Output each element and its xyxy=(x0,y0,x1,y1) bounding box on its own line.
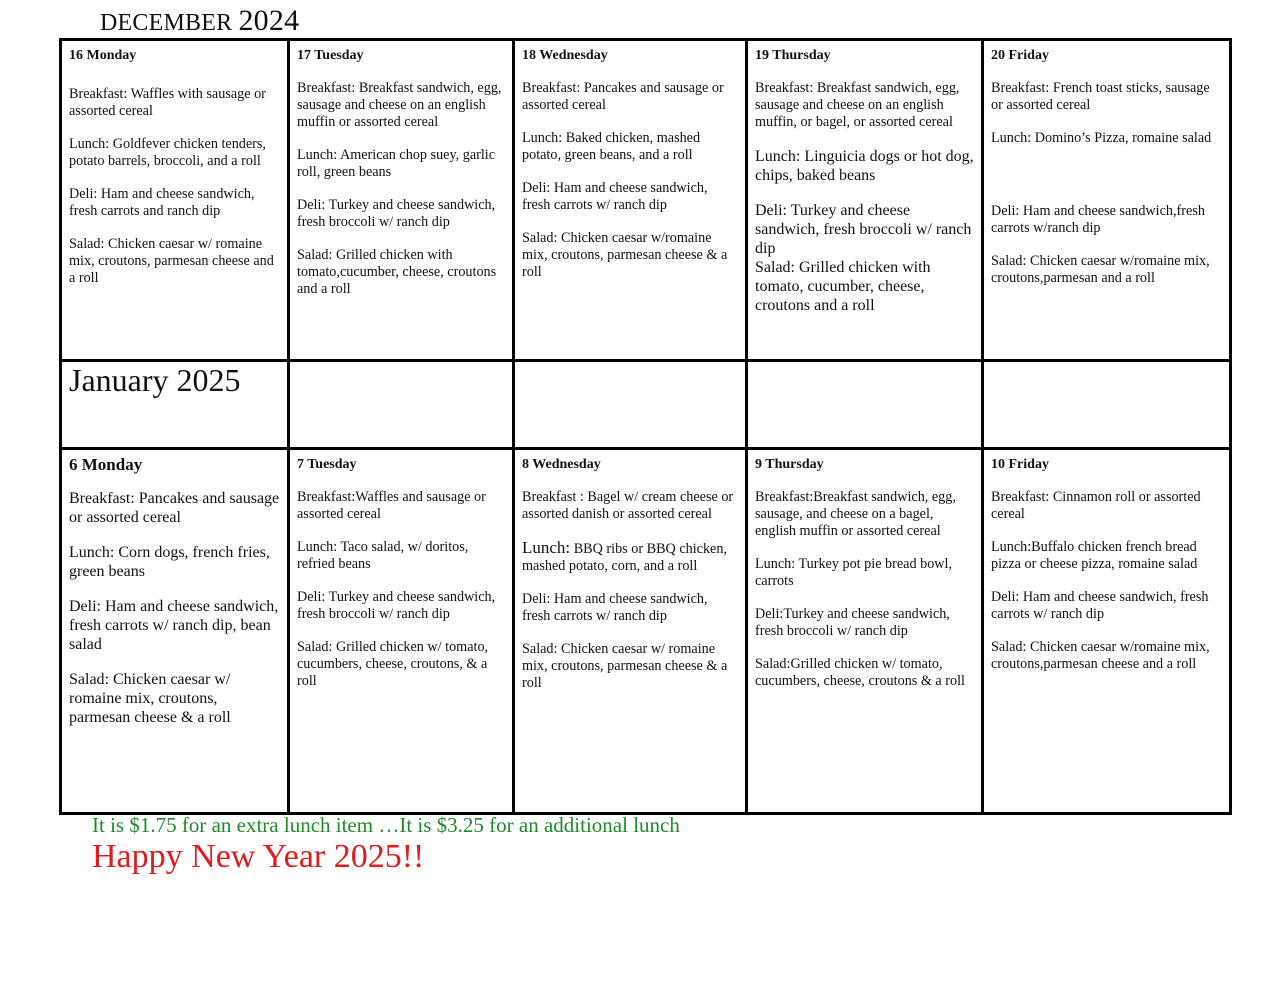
breakfast-item: Breakfast : Bagel w/ cream cheese or assorted danish or assorted cereal xyxy=(522,489,734,522)
month-divider-row xyxy=(61,361,1231,449)
lunch-item: Lunch: Baked chicken, mashed potato, green beans, and a roll xyxy=(522,130,701,163)
salad-item: Salad: Chicken caesar w/romaine mix, croutons,parmesan and a roll xyxy=(991,253,1210,286)
price-note: It is $1.75 for an extra lunch item …It is $3.25 for an additional lunch xyxy=(92,813,680,837)
deli-item: Deli: Ham and cheese sandwich, fresh carrots w/ ranch dip xyxy=(991,589,1209,622)
day-heading: 17 Tuesday xyxy=(297,48,364,63)
day-cell-dec-18 xyxy=(514,40,747,361)
lunch-item: Lunch: American chop suey, garlic roll, green beans xyxy=(297,147,496,180)
lunch-item: Lunch: Turkey pot pie bread bowl, carrots xyxy=(755,556,953,589)
breakfast-item: Breakfast: Breakfast sandwich, egg, sausage and cheese on an english muffin, or bagel, or assorted cereal xyxy=(755,80,960,130)
day-cell-jan-6 xyxy=(61,449,289,814)
breakfast-item: Breakfast: Cinnamon roll or assorted cereal xyxy=(991,489,1201,522)
deli-item: Deli: Turkey and cheese sandwich, fresh broccoli w/ ranch dip xyxy=(297,589,496,622)
title-year: 2024 xyxy=(238,4,300,37)
day-heading: 7 Tuesday xyxy=(297,457,357,472)
lunch-item: Lunch: Domino’s Pizza, romaine salad xyxy=(991,130,1212,146)
deli-item: Deli: Ham and cheese sandwich, fresh carrots w/ ranch dip xyxy=(522,591,708,624)
day-heading: 20 Friday xyxy=(991,48,1049,63)
day-cell-dec-20 xyxy=(983,40,1231,361)
lunch-item xyxy=(522,539,739,575)
salad-item: Salad: Chicken caesar w/ romaine mix, croutons, parmesan cheese and a roll xyxy=(69,236,274,286)
breakfast-item: Breakfast: Waffles with sausage or assorted cereal xyxy=(69,86,266,119)
empty-cell xyxy=(983,361,1231,449)
day-cell-dec-16 xyxy=(61,40,289,361)
deli-item: Deli: Ham and cheese sandwich,fresh carrots w/ranch dip xyxy=(991,203,1205,236)
deli-item: Deli: Ham and cheese sandwich, fresh carrots and ranch dip xyxy=(69,186,255,219)
week-row-december xyxy=(61,40,1231,361)
breakfast-item: Breakfast:Waffles and sausage or assorted cereal xyxy=(297,489,486,522)
salad-item: Salad: Chicken caesar w/ romaine mix, croutons, parmesan cheese & a roll xyxy=(522,641,728,691)
month-divider-cell xyxy=(61,361,289,449)
day-heading: 16 Monday xyxy=(69,48,137,63)
page-title xyxy=(100,4,299,38)
salad-item: Salad: Grilled chicken with tomato,cucumber, cheese, croutons and a roll xyxy=(297,247,497,297)
title-month: DECEMBER xyxy=(100,10,233,36)
lunch-item: Lunch: Corn dogs, french fries, green beans xyxy=(69,544,270,580)
salad-item: Salad:Grilled chicken w/ tomato, cucumbers, cheese, croutons & a roll xyxy=(755,656,965,689)
deli-item: Deli: Ham and cheese sandwich, fresh carrots w/ ranch dip, bean salad xyxy=(69,598,279,653)
deli-item: Deli: Ham and cheese sandwich, fresh carrots w/ ranch dip xyxy=(522,180,708,213)
breakfast-item: Breakfast: French toast sticks, sausage or assorted cereal xyxy=(991,80,1210,113)
day-cell-jan-7 xyxy=(289,449,514,814)
breakfast-item: Breakfast: Breakfast sandwich, egg, sausage and cheese on an english muffin or assorted cereal xyxy=(297,80,502,130)
day-cell-jan-9 xyxy=(747,449,983,814)
day-cell-jan-8 xyxy=(514,449,747,814)
day-heading: 18 Wednesday xyxy=(522,48,608,63)
new-year-greeting: Happy New Year 2025!! xyxy=(92,838,425,875)
empty-cell xyxy=(514,361,747,449)
lunch-label: Lunch: xyxy=(522,538,571,557)
week-row-january xyxy=(61,449,1231,814)
empty-cell xyxy=(289,361,514,449)
salad-item: Salad: Grilled chicken with tomato, cucumber, cheese, croutons and a roll xyxy=(755,259,931,314)
day-heading: 19 Thursday xyxy=(755,48,831,63)
lunch-item: Lunch: Taco salad, w/ doritos, refried beans xyxy=(297,539,469,572)
day-cell-dec-19 xyxy=(747,40,983,361)
day-cell-dec-17 xyxy=(289,40,514,361)
lunch-text: BBQ ribs or BBQ chicken, mashed potato, corn, and a roll xyxy=(522,541,727,574)
day-cell-jan-10 xyxy=(983,449,1231,814)
salad-item: Salad: Chicken caesar w/romaine mix, croutons, parmesan cheese & a roll xyxy=(522,230,728,280)
day-heading: 8 Wednesday xyxy=(522,457,601,472)
menu-calendar xyxy=(59,38,1232,815)
deli-item: Deli:Turkey and cheese sandwich, fresh broccoli w/ ranch dip xyxy=(755,606,950,639)
lunch-item: Lunch:Buffalo chicken french bread pizza or cheese pizza, romaine salad xyxy=(991,539,1198,572)
lunch-item: Lunch: Linguicia dogs or hot dog, chips, baked beans xyxy=(755,148,974,184)
empty-cell xyxy=(747,361,983,449)
day-heading: 10 Friday xyxy=(991,457,1049,472)
lunch-item: Lunch: Goldfever chicken tenders, potato barrels, broccoli, and a roll xyxy=(69,136,266,169)
deli-item: Deli: Turkey and cheese sandwich, fresh broccoli w/ ranch dip xyxy=(755,202,972,257)
month-divider-label: January 2025 xyxy=(69,362,241,398)
day-heading: 6 Monday xyxy=(69,455,143,474)
breakfast-item: Breakfast: Pancakes and sausage or assorted cereal xyxy=(522,80,724,113)
salad-item: Salad: Chicken caesar w/romaine mix, croutons,parmesan cheese and a roll xyxy=(991,639,1210,672)
breakfast-item: Breakfast:Breakfast sandwich, egg, sausage, and cheese on a bagel, english muffin or assorted cereal xyxy=(755,489,956,539)
salad-item: Salad: Grilled chicken w/ tomato, cucumbers, cheese, croutons, & a roll xyxy=(297,639,489,689)
breakfast-item: Breakfast: Pancakes and sausage or assorted cereal xyxy=(69,490,280,526)
day-heading: 9 Thursday xyxy=(755,457,824,472)
salad-item: Salad: Chicken caesar w/ romaine mix, croutons, parmesan cheese & a roll xyxy=(69,671,231,726)
deli-item: Deli: Turkey and cheese sandwich, fresh broccoli w/ ranch dip xyxy=(297,197,496,230)
